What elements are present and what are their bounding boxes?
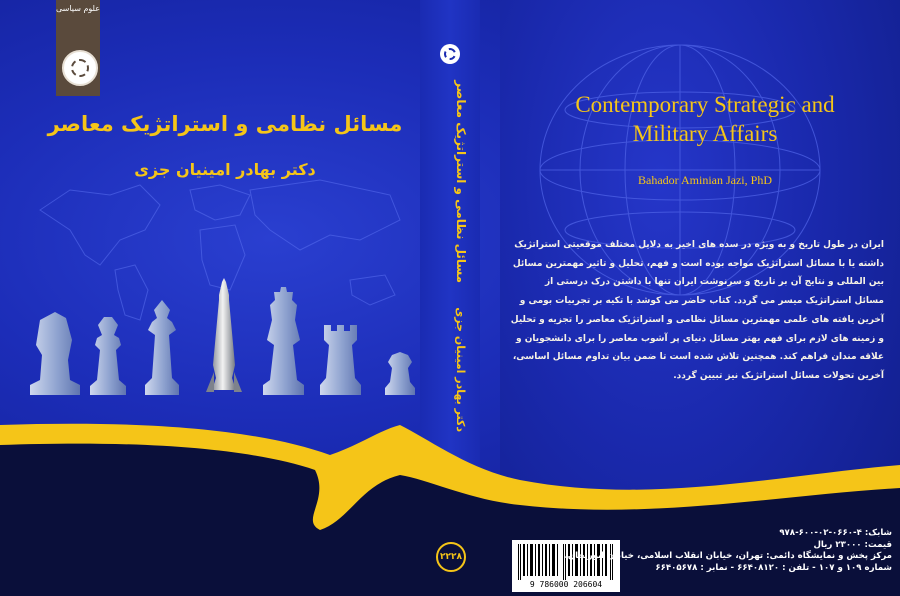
front-cover-author: Bahador Aminian Jazi, PhD: [638, 173, 772, 187]
phone-text: شماره ۱۰۹ و ۱۰۷ - تلفن : ۶۶۴۰۸۱۲۰ - نمابر : ۶۶۴۰۵۶۷۸: [655, 562, 892, 573]
spine-series-number: ۲۲۲۸: [436, 542, 466, 572]
blurb-line: آخرین تحولات مسائل استراتژیک نیز تبیین گردد.: [673, 370, 884, 381]
blurb-line: علاقه مندان فراهم کند. همچنین تلاش شده است تا ضمن بیان تداوم مسائل اساسی،: [512, 352, 884, 363]
address-text: مرکز پخش و نمایشگاه دائمی: تهران، خیابان انقلاب اسلامی، خیابان ابوریحان،: [564, 551, 892, 561]
blurb-line: بین المللی و نتایج آن بر تاریخ و سرنوشت ایران تنها با داشتن درک درستی از: [545, 277, 884, 288]
barcode-number: 9 786000 206604: [529, 580, 603, 589]
front-cover-blurb: [510, 236, 884, 386]
spine-author: دکتر بهادر امینیان جزی: [454, 307, 467, 432]
blurb-line: و زمینه های لازم برای فهم بهتر مسائل دنیای پر آشوب معاصر را برای دانشجویان و: [515, 333, 884, 344]
barcode-box: [512, 540, 620, 592]
publisher-logo: [56, 0, 100, 96]
front-cover-title-line1: Contemporary Strategic and: [575, 92, 835, 117]
imprint-info: [564, 528, 892, 574]
spine-title: مسائل نظامی و استراتژیک معاصر: [454, 80, 468, 283]
blurb-line: داشته یا با مسائل استراتژیک مواجه بوده است و فهم، تحلیل و تاثیر مهمترین مسائل: [512, 258, 884, 269]
back-cover-author: دکتر بهادر امینیان جزی: [134, 160, 316, 179]
publisher-logo-text: علوم سیاسی: [56, 4, 100, 13]
front-cover-title-line2: Military Affairs: [632, 121, 778, 146]
publisher-seal-icon: [62, 50, 98, 86]
blurb-line: مسائل استراتژیک میسر می گردد. کتاب حاضر می کوشد با تکیه بر تجربیات بومی و: [519, 296, 884, 307]
isbn-text: شابک: ۴-۰۶۶۰-۰۲-۶۰۰-۹۷۸: [779, 528, 892, 538]
front-cover-title: [520, 90, 890, 148]
blurb-line: ایران در طول تاریخ و به ویژه در سده های اخیر به دلایل مختلف موقعیتی استراتژیک: [514, 240, 884, 250]
back-cover-title: مسائل نظامی و استراتژیک معاصر: [47, 112, 403, 136]
blurb-line: آخرین یافته های علمی مهمترین مسائل نظامی و استراتژیک معاصر را تجزیه و تحلیل: [510, 314, 884, 325]
price-text: قیمت: ۲۳۰۰۰ ریال: [813, 539, 892, 550]
spine-seal-icon: [440, 44, 460, 64]
